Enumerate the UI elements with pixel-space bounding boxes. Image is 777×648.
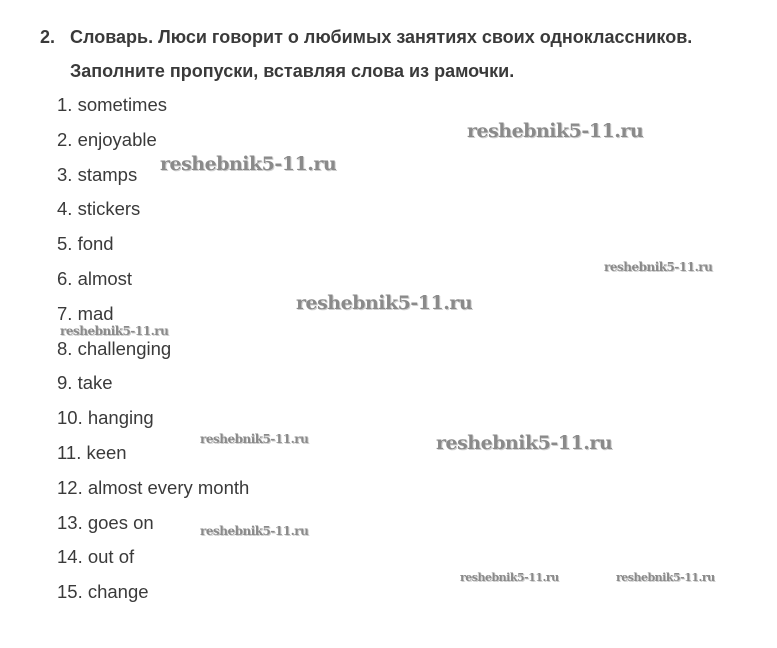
watermark: reshebnik5-11.ru — [200, 524, 309, 538]
answer-item: 1. sometimes — [57, 94, 168, 115]
watermark: reshebnik5-11.ru — [467, 120, 644, 142]
answer-item: 2. enjoyable — [57, 128, 157, 150]
answer-item: 11. keen — [57, 441, 127, 463]
task-instruction-line2: Заполните пропуски, вставляя слова из рамочки. — [70, 61, 515, 81]
answer-item: 13. goes on — [57, 511, 154, 533]
watermark: reshebnik5-11.ru — [60, 324, 169, 338]
answer-item: 10. hanging — [57, 407, 154, 429]
answer-item: 5. fond — [57, 233, 114, 255]
answer-item: 9. take — [57, 372, 113, 394]
task-number: 2. — [40, 27, 56, 47]
answer-item: 6. almost — [57, 267, 133, 289]
watermark: reshebnik5-11.ru — [616, 571, 715, 584]
answer-item: 3. stamps — [57, 163, 138, 185]
task-instruction-line1: Словарь. Люси говорит о любимых занятиях своих одноклассников. — [70, 27, 693, 47]
answer-item: 4. stickers — [57, 198, 141, 220]
watermark: reshebnik5-11.ru — [200, 432, 309, 446]
watermark: reshebnik5-11.ru — [436, 432, 613, 454]
answer-item: 7. mad — [57, 302, 114, 324]
watermark: reshebnik5-11.ru — [604, 260, 713, 274]
answer-item: 14. out of — [57, 546, 135, 568]
answer-item: 8. challenging — [57, 337, 172, 359]
answer-item: 15. change — [57, 581, 149, 603]
watermark: reshebnik5-11.ru — [460, 571, 559, 584]
watermark: reshebnik5-11.ru — [296, 292, 473, 314]
watermark: reshebnik5-11.ru — [160, 153, 337, 175]
answer-item: 12. almost every month — [57, 476, 250, 498]
